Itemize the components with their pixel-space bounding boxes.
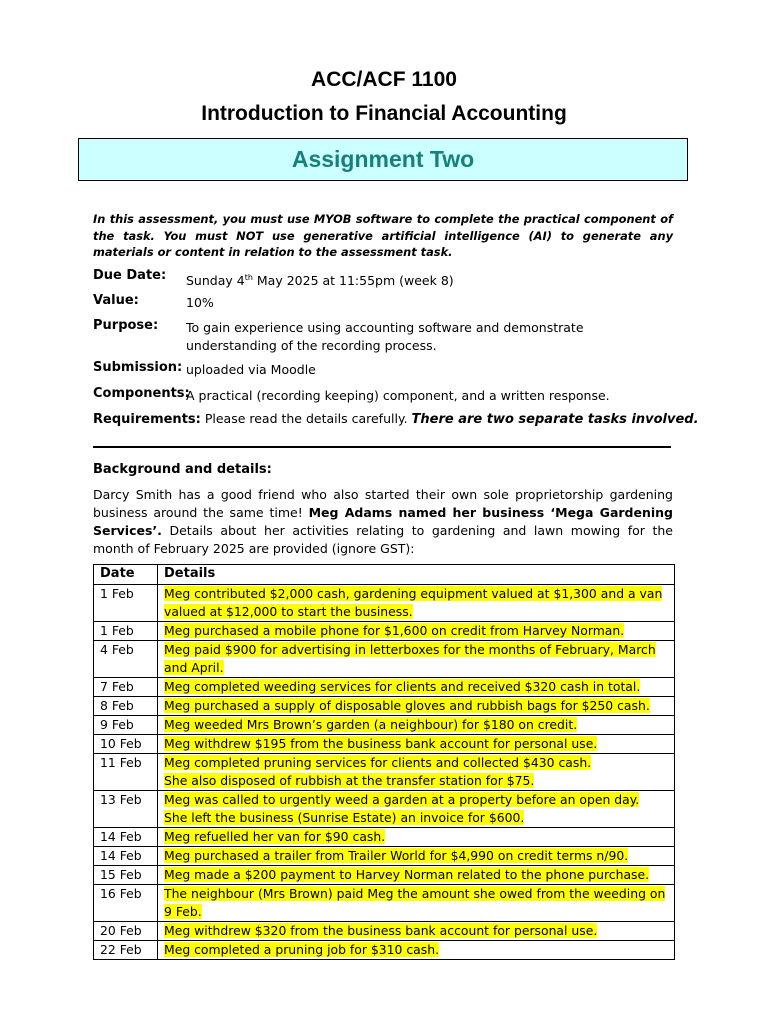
requirements-value: Please read the details carefully. [204, 411, 408, 426]
assignment-title-box [78, 138, 688, 181]
section-divider [93, 446, 671, 448]
row-detail-text: Meg completed a pruning job for $310 cash. [164, 942, 440, 957]
course-code: ACC/ACF 1100 [311, 68, 457, 91]
row-detail-text: Meg contributed $2,000 cash, gardening equipment valued at $1,300 and a van valued at $12,000 to start the business. [164, 586, 663, 619]
ai-notice: In this assessment, you must use MYOB software to complete the practical component of the task. You must NOT use generative artificial intelligence (AI) to generate any materials or content in relation to the assessment task. [93, 212, 673, 259]
requirements-emphasis: There are two separate tasks involved. [411, 412, 699, 427]
submission-value: uploaded via Moodle [186, 362, 316, 377]
table-row [94, 922, 675, 941]
background-text-end: Details about her activities relating to gardening and lawn mowing for the month of February 2025 are provided (ignore GST): [93, 523, 673, 556]
table-row [94, 622, 675, 641]
row-details [158, 678, 675, 697]
row-details [158, 716, 675, 735]
table-row [94, 847, 675, 866]
table-row [94, 678, 675, 697]
row-date: 10 Feb [94, 735, 158, 754]
table-row [94, 828, 675, 847]
purpose-value: To gain experience using accounting software and demonstrate understanding of the recording process. [186, 320, 584, 353]
row-detail-text: She also disposed of rubbish at the transfer station for $75. [164, 773, 535, 788]
table-header-row [94, 565, 675, 585]
due-date-label: Due Date: [93, 268, 167, 283]
row-details [158, 941, 675, 960]
components-label: Components: [93, 386, 190, 401]
table-row [94, 791, 675, 828]
row-date: 11 Feb [94, 754, 158, 791]
row-date: 14 Feb [94, 847, 158, 866]
submission-label: Submission: [93, 360, 183, 375]
row-detail-text: Meg purchased a trailer from Trailer World for $4,990 on credit terms n/90. [164, 848, 629, 863]
due-date-day: Sunday 4 [186, 273, 245, 289]
row-detail-text: Meg withdrew $320 from the business bank account for personal use. [164, 923, 598, 938]
table-row [94, 735, 675, 754]
row-details [158, 885, 675, 922]
row-details [158, 866, 675, 885]
row-date: 14 Feb [94, 828, 158, 847]
row-date: 1 Feb [94, 622, 158, 641]
assignment-title: Assignment Two [291, 146, 475, 172]
row-details [158, 641, 675, 678]
transactions-table [93, 564, 675, 960]
row-detail-text: Meg refuelled her van for $90 cash. [164, 829, 386, 844]
row-detail-text: The neighbour (Mrs Brown) paid Meg the amount she owed from the weeding on 9 Feb. [164, 886, 666, 919]
components-value: A practical (recording keeping) component, and a written response. [186, 388, 610, 403]
row-date: 15 Feb [94, 866, 158, 885]
details-column-header: Details [158, 565, 675, 585]
due-date-value [186, 269, 656, 290]
row-details [158, 735, 675, 754]
value-label: Value: [93, 293, 139, 308]
row-details [158, 622, 675, 641]
row-detail-text: Meg was called to urgently weed a garden at a property before an open day. [164, 792, 640, 807]
row-details [158, 754, 675, 791]
row-date: 16 Feb [94, 885, 158, 922]
row-date: 7 Feb [94, 678, 158, 697]
background-text-start: Darcy Smith has a good friend who also started their own sole proprietorship gardening business around the same time! [93, 487, 673, 520]
table-row [94, 697, 675, 716]
row-detail-text: She left the business (Sunrise Estate) an invoice for $600. [164, 810, 525, 825]
date-column-header: Date [94, 565, 158, 585]
row-details [158, 585, 675, 622]
table-row [94, 754, 675, 791]
table-row [94, 716, 675, 735]
row-date: 13 Feb [94, 791, 158, 828]
table-row [94, 941, 675, 960]
row-details [158, 697, 675, 716]
row-detail-text: Meg purchased a supply of disposable gloves and rubbish bags for $250 cash. [164, 698, 650, 713]
table-row [94, 885, 675, 922]
background-paragraph [93, 486, 673, 558]
row-details [158, 847, 675, 866]
row-detail-text: Meg paid $900 for advertising in letterboxes for the months of February, March and April. [164, 642, 656, 675]
row-detail-text: Meg completed weeding services for clients and received $320 cash in total. [164, 679, 641, 694]
table-row [94, 641, 675, 678]
background-business-name: Meg Adams named her business ‘Mega Gardening Services’. [93, 505, 673, 538]
row-details [158, 922, 675, 941]
row-date: 4 Feb [94, 641, 158, 678]
row-detail-text: Meg purchased a mobile phone for $1,600 on credit from Harvey Norman. [164, 623, 625, 638]
due-date-rest: May 2025 at 11:55pm (week 8) [252, 273, 454, 289]
row-date: 1 Feb [94, 585, 158, 622]
table-row [94, 585, 675, 622]
purpose-label: Purpose: [93, 318, 159, 333]
value-value: 10% [186, 295, 214, 310]
table-row [94, 866, 675, 885]
due-date-ordinal: th [244, 273, 253, 282]
row-details [158, 791, 675, 828]
requirements-field [93, 411, 699, 427]
row-date: 8 Feb [94, 697, 158, 716]
row-detail-text: Meg made a $200 payment to Harvey Norman related to the phone purchase. [164, 867, 650, 882]
requirements-label: Requirements: [93, 412, 201, 427]
row-date: 9 Feb [94, 716, 158, 735]
row-details [158, 828, 675, 847]
background-heading: Background and details: [93, 462, 272, 477]
row-detail-text: Meg withdrew $195 from the business bank account for personal use. [164, 736, 598, 751]
course-title: Introduction to Financial Accounting [201, 102, 567, 125]
row-date: 20 Feb [94, 922, 158, 941]
row-date: 22 Feb [94, 941, 158, 960]
row-detail-text: Meg completed pruning services for clients and collected $430 cash. [164, 755, 592, 770]
table-body [94, 585, 675, 960]
row-detail-text: Meg weeded Mrs Brown’s garden (a neighbour) for $180 on credit. [164, 717, 578, 732]
